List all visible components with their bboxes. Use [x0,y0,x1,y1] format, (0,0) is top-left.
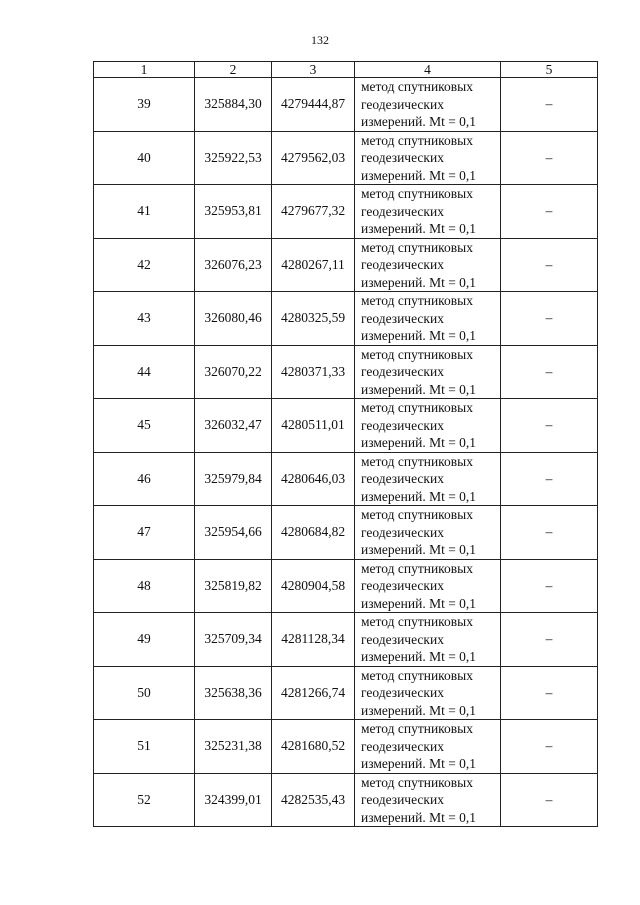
method-line: геодезических [361,578,444,593]
table-row [94,773,598,827]
note-cell: – [501,345,598,399]
header-col-5: 5 [501,62,598,78]
method-line: измерений. Mt = 0,1 [361,114,477,129]
method-line: метод спутниковых [361,560,473,576]
note-cell: – [501,78,598,132]
x-coordinate-cell: 325884,30 [195,78,272,132]
method-cell [355,345,501,399]
table-row [94,345,598,399]
y-coordinate-cell: 4281680,52 [272,720,355,774]
note-cell: – [501,613,598,667]
method-line: метод спутниковых [361,614,473,629]
note-cell: – [501,720,598,774]
method-cell [355,292,501,346]
method-line: метод спутниковых [361,400,473,415]
note-cell: – [501,666,598,720]
method-line: измерений. Mt = 0,1 [361,595,477,611]
method-cell [355,399,501,453]
method-line: измерений. Mt = 0,1 [361,274,477,290]
method-line: метод спутниковых [361,186,473,201]
method-line: геодезических [361,364,444,379]
x-coordinate-cell: 325954,66 [195,506,272,560]
method-line: геодезических [361,150,444,165]
method-line: геодезических [361,417,444,433]
method-line: геодезических [361,685,444,700]
method-line: геодезических [361,257,444,272]
header-col-3: 3 [272,62,355,78]
point-number-cell: 48 [94,559,195,613]
x-coordinate-cell: 325953,81 [195,185,272,239]
method-cell [355,452,501,506]
point-number-cell: 42 [94,238,195,292]
method-cell [355,666,501,720]
method-line: метод спутниковых [361,346,473,362]
method-line: измерений. Mt = 0,1 [361,488,477,504]
y-coordinate-cell: 4280684,82 [272,506,355,560]
note-cell: – [501,399,598,453]
point-number-cell: 39 [94,78,195,132]
method-line: метод спутниковых [361,293,473,308]
method-line: измерений. Mt = 0,1 [361,542,477,557]
header-col-4: 4 [355,62,501,78]
table-row [94,613,598,667]
table-header [94,62,598,78]
method-line: геодезических [361,524,444,540]
method-cell [355,78,501,132]
point-number-cell: 41 [94,185,195,239]
x-coordinate-cell: 325819,82 [195,559,272,613]
note-cell: – [501,506,598,560]
page-number: 132 [311,33,329,47]
y-coordinate-cell: 4280325,59 [272,292,355,346]
table-row [94,78,598,132]
table-row [94,559,598,613]
method-line: измерений. Mt = 0,1 [361,435,477,450]
method-line: метод спутниковых [361,79,473,94]
x-coordinate-cell: 325922,53 [195,131,272,185]
method-line: геодезических [361,792,444,807]
y-coordinate-cell: 4279444,87 [272,78,355,132]
table-row [94,185,598,239]
table-body [94,78,598,827]
y-coordinate-cell: 4281128,34 [272,613,355,667]
table-row [94,720,598,774]
point-number-cell: 52 [94,773,195,827]
method-line: метод спутниковых [361,239,473,255]
header-col-1: 1 [94,62,195,78]
point-number-cell: 45 [94,399,195,453]
method-cell [355,613,501,667]
y-coordinate-cell: 4280904,58 [272,559,355,613]
point-number-cell: 46 [94,452,195,506]
y-coordinate-cell: 4280511,01 [272,399,355,453]
method-line: измерений. Mt = 0,1 [361,221,477,236]
x-coordinate-cell: 326080,46 [195,292,272,346]
note-cell: – [501,185,598,239]
method-line: метод спутниковых [361,774,473,790]
method-line: измерений. Mt = 0,1 [361,649,477,664]
point-number-cell: 43 [94,292,195,346]
method-line: геодезических [361,203,444,219]
method-line: метод спутниковых [361,667,473,683]
note-cell: – [501,292,598,346]
y-coordinate-cell: 4281266,74 [272,666,355,720]
y-coordinate-cell: 4279562,03 [272,131,355,185]
x-coordinate-cell: 325231,38 [195,720,272,774]
y-coordinate-cell: 4280267,11 [272,238,355,292]
method-line: метод спутниковых [361,721,473,736]
method-line: геодезических [361,738,444,754]
x-coordinate-cell: 325979,84 [195,452,272,506]
note-cell: – [501,559,598,613]
note-cell: – [501,131,598,185]
method-cell [355,559,501,613]
method-line: измерений. Mt = 0,1 [361,328,477,343]
method-cell [355,185,501,239]
method-line: геодезических [361,96,444,112]
table-row [94,238,598,292]
point-number-cell: 40 [94,131,195,185]
method-cell [355,131,501,185]
method-line: геодезических [361,471,444,486]
method-line: измерений. Mt = 0,1 [361,702,477,718]
method-cell [355,773,501,827]
x-coordinate-cell: 325638,36 [195,666,272,720]
method-line: метод спутниковых [361,453,473,469]
header-col-2: 2 [195,62,272,78]
method-cell [355,720,501,774]
note-cell: – [501,238,598,292]
point-number-cell: 47 [94,506,195,560]
y-coordinate-cell: 4282535,43 [272,773,355,827]
coordinates-table [93,61,598,827]
table-row [94,506,598,560]
y-coordinate-cell: 4280646,03 [272,452,355,506]
x-coordinate-cell: 326076,23 [195,238,272,292]
table-row [94,131,598,185]
method-line: геодезических [361,631,444,647]
method-line: измерений. Mt = 0,1 [361,756,477,771]
point-number-cell: 51 [94,720,195,774]
method-line: метод спутниковых [361,132,473,148]
note-cell: – [501,452,598,506]
x-coordinate-cell: 324399,01 [195,773,272,827]
point-number-cell: 49 [94,613,195,667]
header-row [94,62,598,78]
method-line: геодезических [361,310,444,326]
y-coordinate-cell: 4280371,33 [272,345,355,399]
method-cell [355,238,501,292]
method-cell [355,506,501,560]
table-row [94,452,598,506]
table-row [94,666,598,720]
note-cell: – [501,773,598,827]
table-row [94,399,598,453]
method-line: метод спутниковых [361,507,473,522]
method-line: измерений. Mt = 0,1 [361,809,477,825]
point-number-cell: 44 [94,345,195,399]
method-line: измерений. Mt = 0,1 [361,381,477,397]
y-coordinate-cell: 4279677,32 [272,185,355,239]
method-line: измерений. Mt = 0,1 [361,167,477,183]
table-row [94,292,598,346]
x-coordinate-cell: 326070,22 [195,345,272,399]
point-number-cell: 50 [94,666,195,720]
x-coordinate-cell: 326032,47 [195,399,272,453]
x-coordinate-cell: 325709,34 [195,613,272,667]
